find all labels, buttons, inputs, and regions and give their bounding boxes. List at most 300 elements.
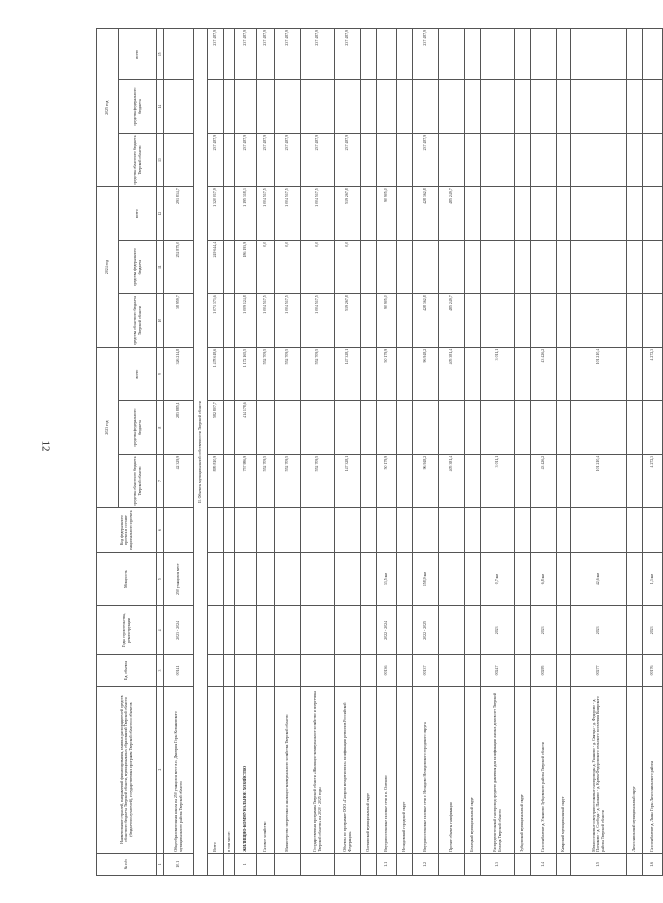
table-body — [164, 29, 663, 876]
cell-no — [627, 853, 643, 875]
cell-v7 — [361, 454, 377, 507]
cell-v9: 43 426,2 — [531, 347, 557, 401]
table-row — [515, 29, 531, 876]
cell-years — [224, 606, 235, 655]
cell-name: Внутрипоселковые газовые сети в п. Оленино — [377, 686, 397, 853]
cell-v8 — [643, 401, 663, 454]
cell-v10: 1 009 124,8 — [235, 294, 257, 347]
cell-fed — [208, 508, 224, 553]
cell-no — [257, 853, 275, 875]
cell-v9: 552 709,5 — [275, 347, 301, 401]
cell-v11 — [515, 240, 531, 293]
cell-v10 — [531, 294, 557, 347]
cell-v14 — [465, 80, 481, 133]
cell-years — [235, 606, 257, 655]
cell-v11 — [557, 240, 571, 293]
cell-v8: 582 807,7 — [208, 401, 224, 454]
cell-v12 — [515, 187, 531, 241]
cell-fed — [643, 508, 663, 553]
cell-v15 — [377, 29, 397, 80]
col-num: 8 — [157, 401, 164, 454]
budget-table — [96, 28, 663, 876]
cell-v9 — [361, 347, 377, 401]
cell-years — [301, 606, 335, 655]
cell-v15 — [571, 29, 627, 80]
cell-v12: 485 249,7 — [439, 187, 465, 241]
sub-federal-2025: средства федерального бюджета — [119, 80, 157, 133]
cell-v10: 90 905,0 — [377, 294, 397, 347]
cell-v10 — [397, 294, 413, 347]
cell-v10: 519 267,8 — [335, 294, 361, 347]
cell-v9: 552 709,5 — [257, 347, 275, 401]
cell-name: Распределительный газопровод среднего давления для газификации жилых домов пгт Тверской Бежецк Тверской области — [481, 686, 515, 853]
cell-v15 — [557, 29, 571, 80]
cell-unit — [208, 655, 224, 686]
cell-v12: 1 195 318,3 — [235, 187, 257, 241]
cell-v9 — [465, 347, 481, 401]
cell-v11 — [224, 240, 235, 293]
cell-name: Всего — [208, 686, 224, 853]
cell-v7: 147 328,1 — [335, 454, 361, 507]
cell-cap — [235, 552, 257, 605]
cell-v13: 237 487,9 — [301, 133, 335, 186]
cell-v15 — [481, 29, 515, 80]
cell-v14 — [235, 80, 257, 133]
cell-fed — [531, 508, 557, 553]
cell-v7 — [515, 454, 531, 507]
cell-cap — [627, 552, 643, 605]
cell-v9: 405 381,4 — [439, 347, 465, 401]
sub-total-2025: всего — [119, 29, 157, 80]
cell-name: Лихославльский муниципальный округ — [627, 686, 643, 853]
cell-v7 — [397, 454, 413, 507]
cell-fed — [397, 508, 413, 553]
cell-v8 — [571, 401, 627, 454]
table-row — [301, 29, 335, 876]
cell-v13 — [439, 133, 465, 186]
header-2024: 2024 год — [97, 187, 119, 347]
cell-v14 — [397, 80, 413, 133]
cell-v12: 1 320 017,9 — [208, 187, 224, 241]
cell-name: Нелидовский городской округ — [397, 686, 413, 853]
cell-no — [465, 853, 481, 875]
cell-cap — [361, 552, 377, 605]
cell-v13: 237 487,9 — [257, 133, 275, 186]
cell-v13 — [515, 133, 531, 186]
cell-years — [397, 606, 413, 655]
cell-years — [335, 606, 361, 655]
cell-fed — [627, 508, 643, 553]
cell-v13: 237 487,9 — [235, 133, 257, 186]
cell-v15 — [397, 29, 413, 80]
cell-v15: 237 487,9 — [208, 29, 224, 80]
cell-fed — [515, 508, 531, 553]
cell-name: Газоснабжение д. Лыкы Горы Лихославльского района — [643, 686, 663, 853]
cell-v11: 0,0 — [335, 240, 361, 293]
cell-unit — [465, 655, 481, 686]
cell-v8 — [515, 401, 531, 454]
cell-v14 — [164, 80, 194, 133]
cell-v12 — [643, 187, 663, 241]
cell-no — [224, 853, 235, 875]
cell-v11 — [377, 240, 397, 293]
cell-v11 — [413, 240, 439, 293]
table-row — [235, 29, 257, 876]
cell-v14 — [224, 80, 235, 133]
cell-unit — [515, 655, 531, 686]
table-row — [335, 29, 361, 876]
cell-v7: 895 810,9 — [208, 454, 224, 507]
cell-v8 — [397, 401, 413, 454]
cell-name: Кимрский муниципальный округ — [557, 686, 571, 853]
cell-v8 — [301, 401, 335, 454]
cell-v11 — [481, 240, 515, 293]
cell-v15 — [164, 29, 194, 80]
cell-name: в том числе: — [224, 686, 235, 853]
cell-no: 1.4 — [531, 853, 557, 875]
cell-v15: 237 487,9 — [275, 29, 301, 80]
cell-v7: 42 329,9 — [164, 454, 194, 507]
cell-v8 — [275, 401, 301, 454]
table-row — [643, 29, 663, 876]
cell-v10: 38 959,7 — [164, 294, 194, 347]
cell-v7: 101 210,4 — [571, 454, 627, 507]
sub-federal-2023: средства федерального бюджета — [119, 401, 157, 454]
cell-v10: 485 249,7 — [439, 294, 465, 347]
cell-years: 2023 — [571, 606, 627, 655]
cell-name: Зубцовский муниципальный округ — [515, 686, 531, 853]
col-num: 5 — [157, 552, 164, 605]
cell-v9: 50 179,9 — [377, 347, 397, 401]
cell-v13 — [377, 133, 397, 186]
cell-v12: 1 004 517,5 — [275, 187, 301, 241]
header-no: № п/п — [97, 853, 157, 875]
cell-years: 2022 - 2024 — [377, 606, 397, 655]
section-title: II. Объекты муниципальной собственности Тверской области — [194, 29, 208, 876]
cell-v14 — [481, 80, 515, 133]
page-number: 12 — [39, 440, 52, 452]
sub-federal-2024: средства федерального бюджета — [119, 240, 157, 293]
cell-years: 2023 — [643, 606, 663, 655]
cell-v11 — [627, 240, 643, 293]
cell-v9 — [557, 347, 571, 401]
cell-cap — [557, 552, 571, 605]
cell-v13: 237 487,9 — [275, 133, 301, 186]
cell-v14 — [439, 80, 465, 133]
cell-v8 — [465, 401, 481, 454]
cell-v14 — [275, 80, 301, 133]
cell-v12 — [571, 187, 627, 241]
col-num: 13 — [157, 133, 164, 186]
cell-fed — [557, 508, 571, 553]
cell-fed — [571, 508, 627, 553]
cell-fed — [235, 508, 257, 553]
cell-no — [557, 853, 571, 875]
cell-v7: 96 948,2 — [413, 454, 439, 507]
cell-unit — [439, 655, 465, 686]
cell-fed — [224, 508, 235, 553]
cell-v9: 3 011,1 — [481, 347, 515, 401]
cell-cap — [257, 552, 275, 605]
cell-v10 — [515, 294, 531, 347]
cell-no — [208, 853, 224, 875]
col-num: 14 — [157, 80, 164, 133]
cell-v12: 1 004 517,5 — [301, 187, 335, 241]
cell-no — [361, 853, 377, 875]
header-unit: Ед. объекта — [97, 655, 157, 686]
cell-v15 — [531, 29, 557, 80]
cell-unit — [335, 655, 361, 686]
cell-v11 — [531, 240, 557, 293]
cell-years — [627, 606, 643, 655]
cell-v8 — [257, 401, 275, 454]
cell-v11: 0,0 — [301, 240, 335, 293]
table-row — [164, 29, 194, 876]
header-fed-code: Код федерального проекта в составе национального проекта — [97, 508, 157, 553]
sub-regional-2024: средства областного бюджета Тверской области — [119, 294, 157, 347]
cell-v10 — [481, 294, 515, 347]
cell-v10: 1 071 373,6 — [208, 294, 224, 347]
cell-v14 — [413, 80, 439, 133]
cell-v9: 101 210,4 — [571, 347, 627, 401]
cell-no — [439, 853, 465, 875]
col-num: 15 — [157, 29, 164, 80]
cell-v9: 1 478 618,6 — [208, 347, 224, 401]
cell-unit: 00137 — [413, 655, 439, 686]
col-num: 10 — [157, 294, 164, 347]
table-row — [377, 29, 397, 876]
table-row — [361, 29, 377, 876]
cell-v8 — [224, 401, 235, 454]
cell-v10 — [224, 294, 235, 347]
cell-v15: 237 487,9 — [413, 29, 439, 80]
sub-regional-2023: средства областного бюджета Тверской области — [119, 454, 157, 507]
cell-v13 — [557, 133, 571, 186]
cell-cap — [465, 552, 481, 605]
cell-v9: 96 948,2 — [413, 347, 439, 401]
cell-v15: 237 487,9 — [335, 29, 361, 80]
cell-v14 — [335, 80, 361, 133]
cell-unit: 00136 — [377, 655, 397, 686]
cell-v11: 252 875,0 — [164, 240, 194, 293]
cell-fed — [481, 508, 515, 553]
cell-v8 — [531, 401, 557, 454]
cell-cap: 250 учащихся мест — [164, 552, 194, 605]
cell-v12: 428 362,8 — [413, 187, 439, 241]
table-row — [531, 29, 557, 876]
cell-cap: 1,3 км — [643, 552, 663, 605]
cell-cap — [224, 552, 235, 605]
cell-unit: 00277 — [571, 655, 627, 686]
cell-v7: 552 709,5 — [275, 454, 301, 507]
cell-v14 — [257, 80, 275, 133]
cell-v9 — [515, 347, 531, 401]
cell-fed — [465, 508, 481, 553]
cell-v14 — [377, 80, 397, 133]
cell-v7: 50 179,9 — [377, 454, 397, 507]
cell-no: 1.1 — [377, 853, 397, 875]
cell-v7 — [465, 454, 481, 507]
cell-v12 — [481, 187, 515, 241]
cell-v11: 186 193,9 — [235, 240, 257, 293]
cell-v12: 291 834,7 — [164, 187, 194, 241]
cell-v13 — [361, 133, 377, 186]
cell-v10 — [465, 294, 481, 347]
cell-no — [275, 853, 301, 875]
cell-v7: 552 709,5 — [257, 454, 275, 507]
cell-unit: 00141 — [164, 655, 194, 686]
cell-name: Общеобразовательная школа на 250 учащихся мест в п. Дмитрия Горы Конаковского муниципального района Тверской области — [164, 686, 194, 853]
cell-fed — [301, 508, 335, 553]
cell-cap — [515, 552, 531, 605]
cell-v7: 405 381,4 — [439, 454, 465, 507]
cell-v11 — [361, 240, 377, 293]
cell-v10 — [643, 294, 663, 347]
header-2025: 2025 год — [97, 29, 119, 187]
cell-fed — [257, 508, 275, 553]
cell-name: Оленинский муниципальный округ — [361, 686, 377, 853]
cell-name: Внутрипоселковые газовые сети г. Нелидово Нелидовского городского округа — [413, 686, 439, 853]
cell-v12 — [361, 187, 377, 241]
cell-v15 — [439, 29, 465, 80]
cell-v12 — [224, 187, 235, 241]
cell-unit — [257, 655, 275, 686]
table-row — [571, 29, 627, 876]
cell-v15: 237 487,9 — [301, 29, 335, 80]
table-row — [275, 29, 301, 876]
cell-v9 — [224, 347, 235, 401]
cell-fed — [164, 508, 194, 553]
table-row — [627, 29, 643, 876]
cell-fed — [335, 508, 361, 553]
cell-v8 — [413, 401, 439, 454]
cell-v8 — [481, 401, 515, 454]
cell-v11 — [571, 240, 627, 293]
cell-v8: 283 885,1 — [164, 401, 194, 454]
column-numbers-row — [157, 29, 164, 876]
cell-v13 — [164, 133, 194, 186]
cell-cap — [439, 552, 465, 605]
cell-name: Газовое хозяйство — [257, 686, 275, 853]
cell-v13 — [465, 133, 481, 186]
table-row — [208, 29, 224, 876]
cell-v11: 249 644,4 — [208, 240, 224, 293]
cell-v13 — [643, 133, 663, 186]
cell-v9: 4 272,3 — [643, 347, 663, 401]
cell-v7 — [627, 454, 643, 507]
col-num: 11 — [157, 240, 164, 293]
cell-v9: 147 328,1 — [335, 347, 361, 401]
cell-v15 — [627, 29, 643, 80]
cell-fed — [377, 508, 397, 553]
cell-name: Межпоселковые и внутрипоселковые газопроводы д. Ушаково - д. Святцы - д. Федорово - д. Плешково - д. Слобода - д. Палкино - д. Крема Федоровского сельского поселения Кимрского района Тверской области — [571, 686, 627, 853]
header-name: Наименование отраслей, направлений финансирования, главных распорядителей средств областного бюджета Тверской области, муниципальных образований Тверской области (бюджетополучателей), государственных программ Тверской области и объектов — [97, 686, 157, 853]
cell-cap — [208, 552, 224, 605]
header-row-1 — [97, 29, 119, 876]
cell-fed — [361, 508, 377, 553]
cell-v8 — [627, 401, 643, 454]
cell-name: Бежецкий муниципальный округ — [465, 686, 481, 853]
cell-v15: 237 487,9 — [257, 29, 275, 80]
cell-v10: 1 004 517,5 — [275, 294, 301, 347]
header-capacity: Мощность — [97, 552, 157, 605]
cell-v11 — [643, 240, 663, 293]
cell-v7: 552 709,5 — [301, 454, 335, 507]
cell-fed — [413, 508, 439, 553]
cell-v9: 552 709,5 — [301, 347, 335, 401]
cell-v9 — [397, 347, 413, 401]
table-stage — [96, 28, 655, 876]
cell-cap — [397, 552, 413, 605]
cell-no — [397, 853, 413, 875]
cell-v15 — [643, 29, 663, 80]
cell-v9: 1 172 165,5 — [235, 347, 257, 401]
col-num: 2 — [157, 686, 164, 853]
cell-v9: 326 214,8 — [164, 347, 194, 401]
cell-name: ЖИЛИЩНО-КОММУНАЛЬНОЕ ХОЗЯЙСТВО — [235, 686, 257, 853]
cell-fed — [439, 508, 465, 553]
cell-v12 — [465, 187, 481, 241]
cell-v8 — [361, 401, 377, 454]
table-row — [397, 29, 413, 876]
cell-v12: 1 004 517,5 — [257, 187, 275, 241]
cell-cap: 158,9 км — [413, 552, 439, 605]
cell-v14 — [301, 80, 335, 133]
col-num: 3 — [157, 655, 164, 686]
cell-v15: 237 487,9 — [235, 29, 257, 80]
cell-cap: 33,5 км — [377, 552, 397, 605]
cell-v9 — [627, 347, 643, 401]
cell-cap: 0,7 км — [481, 552, 515, 605]
cell-v12 — [531, 187, 557, 241]
cell-v13 — [397, 133, 413, 186]
cell-v13: 237 487,9 — [335, 133, 361, 186]
cell-years — [361, 606, 377, 655]
cell-years — [465, 606, 481, 655]
cell-v11: 0,0 — [257, 240, 275, 293]
cell-v12 — [627, 187, 643, 241]
cell-v10 — [557, 294, 571, 347]
cell-no: 1.3 — [481, 853, 515, 875]
cell-name: Государственная программа Тверской области «Жилищно-коммунальное хозяйство и энергетика Тверской области» на 2020 - 2025 годы — [301, 686, 335, 853]
cell-no: 1.2 — [413, 853, 439, 875]
rotated-page — [96, 28, 655, 876]
header-2023: 2023 год — [97, 347, 119, 507]
cell-v10: 1 004 517,5 — [257, 294, 275, 347]
table-row — [465, 29, 481, 876]
cell-v14 — [627, 80, 643, 133]
cell-v14 — [643, 80, 663, 133]
cell-unit — [235, 655, 257, 686]
cell-v15 — [361, 29, 377, 80]
cell-no — [301, 853, 335, 875]
cell-years — [557, 606, 571, 655]
cell-cap — [335, 552, 361, 605]
cell-v12: 519 267,8 — [335, 187, 361, 241]
header-years: Годы строительства, реконструкции — [97, 606, 157, 655]
cell-v13 — [627, 133, 643, 186]
sub-total-2024: всего — [119, 187, 157, 241]
cell-name: Газоснабжение д. Ульяново Зубцовского района Тверской области — [531, 686, 557, 853]
table-row — [224, 29, 235, 876]
section-row — [194, 29, 208, 876]
cell-v15 — [465, 29, 481, 80]
cell-unit — [224, 655, 235, 686]
cell-v8 — [439, 401, 465, 454]
cell-v10 — [571, 294, 627, 347]
cell-unit — [557, 655, 571, 686]
cell-name: Прочие объекты газификации — [439, 686, 465, 853]
